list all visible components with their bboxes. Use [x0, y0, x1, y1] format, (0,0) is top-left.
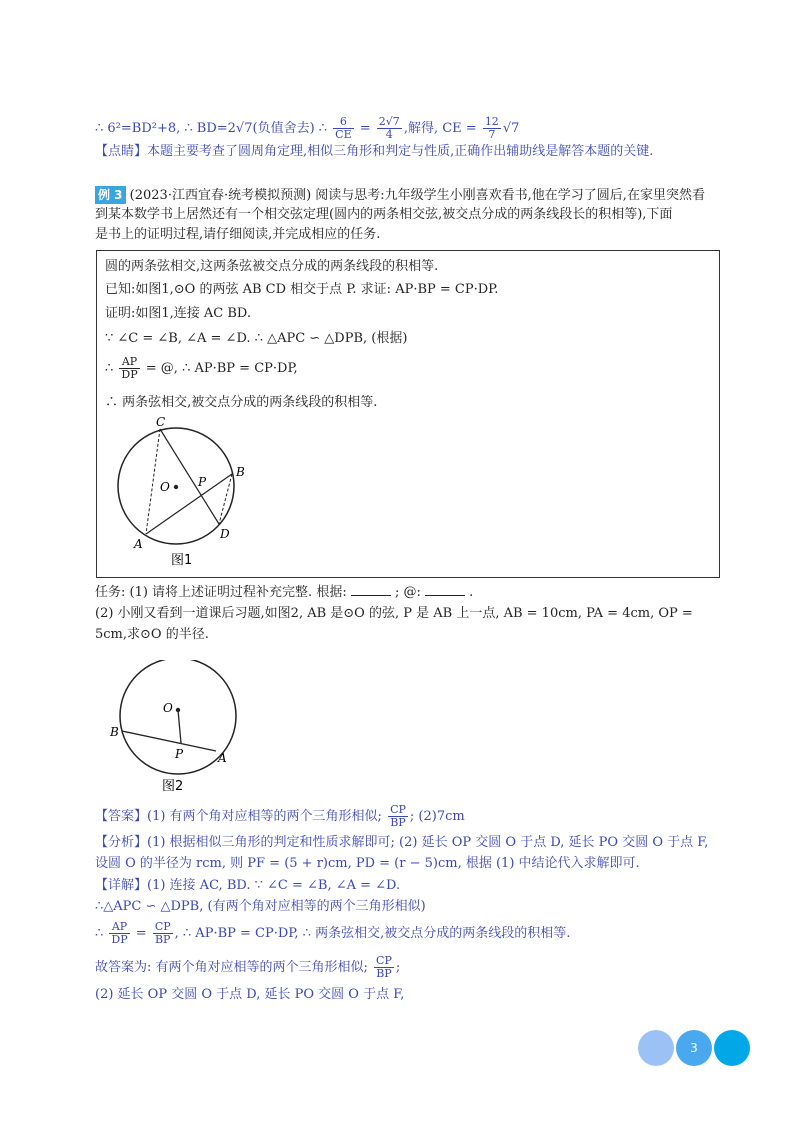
label-c: C — [156, 415, 166, 429]
proof-line-4: ∵ ∠C = ∠B, ∠A = ∠D. ∴ △APC ∽ △DPB, (根据) — [105, 331, 408, 346]
page-dot-right — [714, 1030, 750, 1066]
analysis-line-1: 【分析】(1) 根据相似三角形的判定和性质求解即可; (2) 延长 OP 交圆 O 于点 D, 延长 PO 交圆 O 于点 F, — [95, 835, 709, 850]
label-p-2: P — [175, 747, 184, 761]
figure-2-caption: 图2 — [162, 779, 184, 794]
fraction: $\frac{6}{CE}$ — [335, 115, 352, 141]
fraction: $\frac{12}{7}$ — [484, 115, 499, 141]
label-a-2: A — [218, 751, 227, 765]
chord-ca — [146, 429, 160, 534]
page-number-badge — [638, 1030, 750, 1066]
label-a: A — [134, 537, 143, 551]
chord-cd — [160, 429, 219, 524]
example-line-2: 到某本数学书上居然还有一个相交弦定理(圆内的两条相交弦,被交点分成的两条线段长的积相等),下面 — [95, 207, 673, 222]
proof-line-3: 证明:如图1,连接 AC BD. — [105, 306, 252, 321]
fraction: $\frac{2√7}{4}$ — [378, 115, 400, 141]
example-label: 例 3 — [95, 186, 126, 204]
proof-line-2: 已知:如图1,⊙O 的两弦 AB CD 相交于点 P. 求证: AP·BP = CP·DP. — [105, 282, 499, 297]
chord-ab-2 — [122, 731, 216, 751]
proof-line-1: 圆的两条弦相交,这两条弦被交点分成的两条线段的积相等. — [105, 259, 439, 274]
fraction: $\frac{CP}{BP}$ — [376, 954, 392, 980]
label-d: D — [220, 527, 230, 541]
task-line-2: (2) 小刚又看到一道课后习题,如图2, AB 是⊙O 的弦, P 是 AB 上一点, AB = 10cm, PA = 4cm, OP = — [95, 606, 693, 621]
segment-op — [178, 710, 181, 743]
detail-line-1: 【详解】(1) 连接 AC, BD. ∵ ∠C = ∠B, ∠A = ∠D. — [95, 878, 401, 893]
label-o: O — [160, 480, 170, 494]
detail-line-5: (2) 延长 OP 交圆 O 于点 D, 延长 PO 交圆 O 于点 F, — [95, 987, 405, 1002]
task-line-1: 任务: (1) 请将上述证明过程补充完整. 根据: ; @: . — [95, 585, 474, 600]
blank-basis[interactable] — [351, 583, 391, 596]
fraction: $\frac{CP}{BP}$ — [390, 803, 406, 829]
proof-line-6: ∴ 两条弦相交,被交点分成的两条线段的积相等. — [105, 395, 378, 410]
center-dot — [174, 485, 178, 489]
label-p: P — [198, 475, 207, 489]
page-number: 3 — [676, 1030, 712, 1066]
example-line-1: 例 3 (2023·江西宜春·统考模拟预测) 阅读与思考:九年级学生小刚喜欢看书,他在学习了圆后,在家里突然看 — [95, 186, 705, 205]
example-line-3: 是书上的证明过程,请仔细阅读,并完成相应的任务. — [95, 227, 381, 242]
label-b-2: B — [110, 725, 119, 739]
detail-line-3: ∴ $\frac{AP}{DP}$ = $\frac{CP}{BP}$ , ∴ AP·BP = CP·DP, ∴ 两条弦相交,被交点分成的两条线段的积相等. — [95, 920, 571, 946]
center-dot-2 — [176, 708, 180, 712]
fraction: $\frac{CP}{BP}$ — [154, 920, 171, 946]
label-b: B — [236, 465, 245, 479]
detail-line-2: ∴△APC ∽ △DPB, (有两个角对应相等的两个三角形相似) — [95, 899, 426, 914]
detail-line-4: 故答案为: 有两个角对应相等的两个三角形相似; $\frac{CP}{BP}$ ; — [95, 954, 401, 980]
analysis-line-2: 设圆 O 的半径为 rcm, 则 PF = (5 + r)cm, PD = (r − 5)cm, 根据 (1) 中结论代入求解即可. — [95, 856, 640, 871]
proof-line-5: ∴ $\frac{AP}{DP}$ = @, ∴ AP·BP = CP·DP, — [105, 355, 298, 381]
figure-1 — [108, 414, 248, 574]
top-equation-line: ∴ 6²=BD²+8, ∴ BD=2√7(负值舍去) ∴ $\frac{6}{CE}$ = $\frac{2√7}{4}$ ,解得, CE = $\frac{12}{7}$ √7 — [95, 115, 520, 141]
fraction: $\frac{AP}{DP}$ — [121, 355, 138, 381]
fraction: $\frac{AP}{DP}$ — [111, 920, 128, 946]
label-o-2: O — [163, 701, 173, 715]
page-dot-left — [638, 1030, 674, 1066]
answer-line: 【答案】(1) 有两个角对应相等的两个三角形相似; $\frac{CP}{BP}$ ; (2)7cm — [95, 803, 465, 829]
comment-line: 【点睛】本题主要考查了圆周角定理,相似三角形和判定与性质,正确作出辅助线是解答本题的关键. — [95, 144, 654, 159]
figure-1-caption: 图1 — [171, 553, 193, 568]
task-line-3: 5cm,求⊙O 的半径. — [95, 627, 209, 642]
blank-at[interactable] — [425, 583, 465, 596]
figure-2 — [100, 660, 250, 800]
